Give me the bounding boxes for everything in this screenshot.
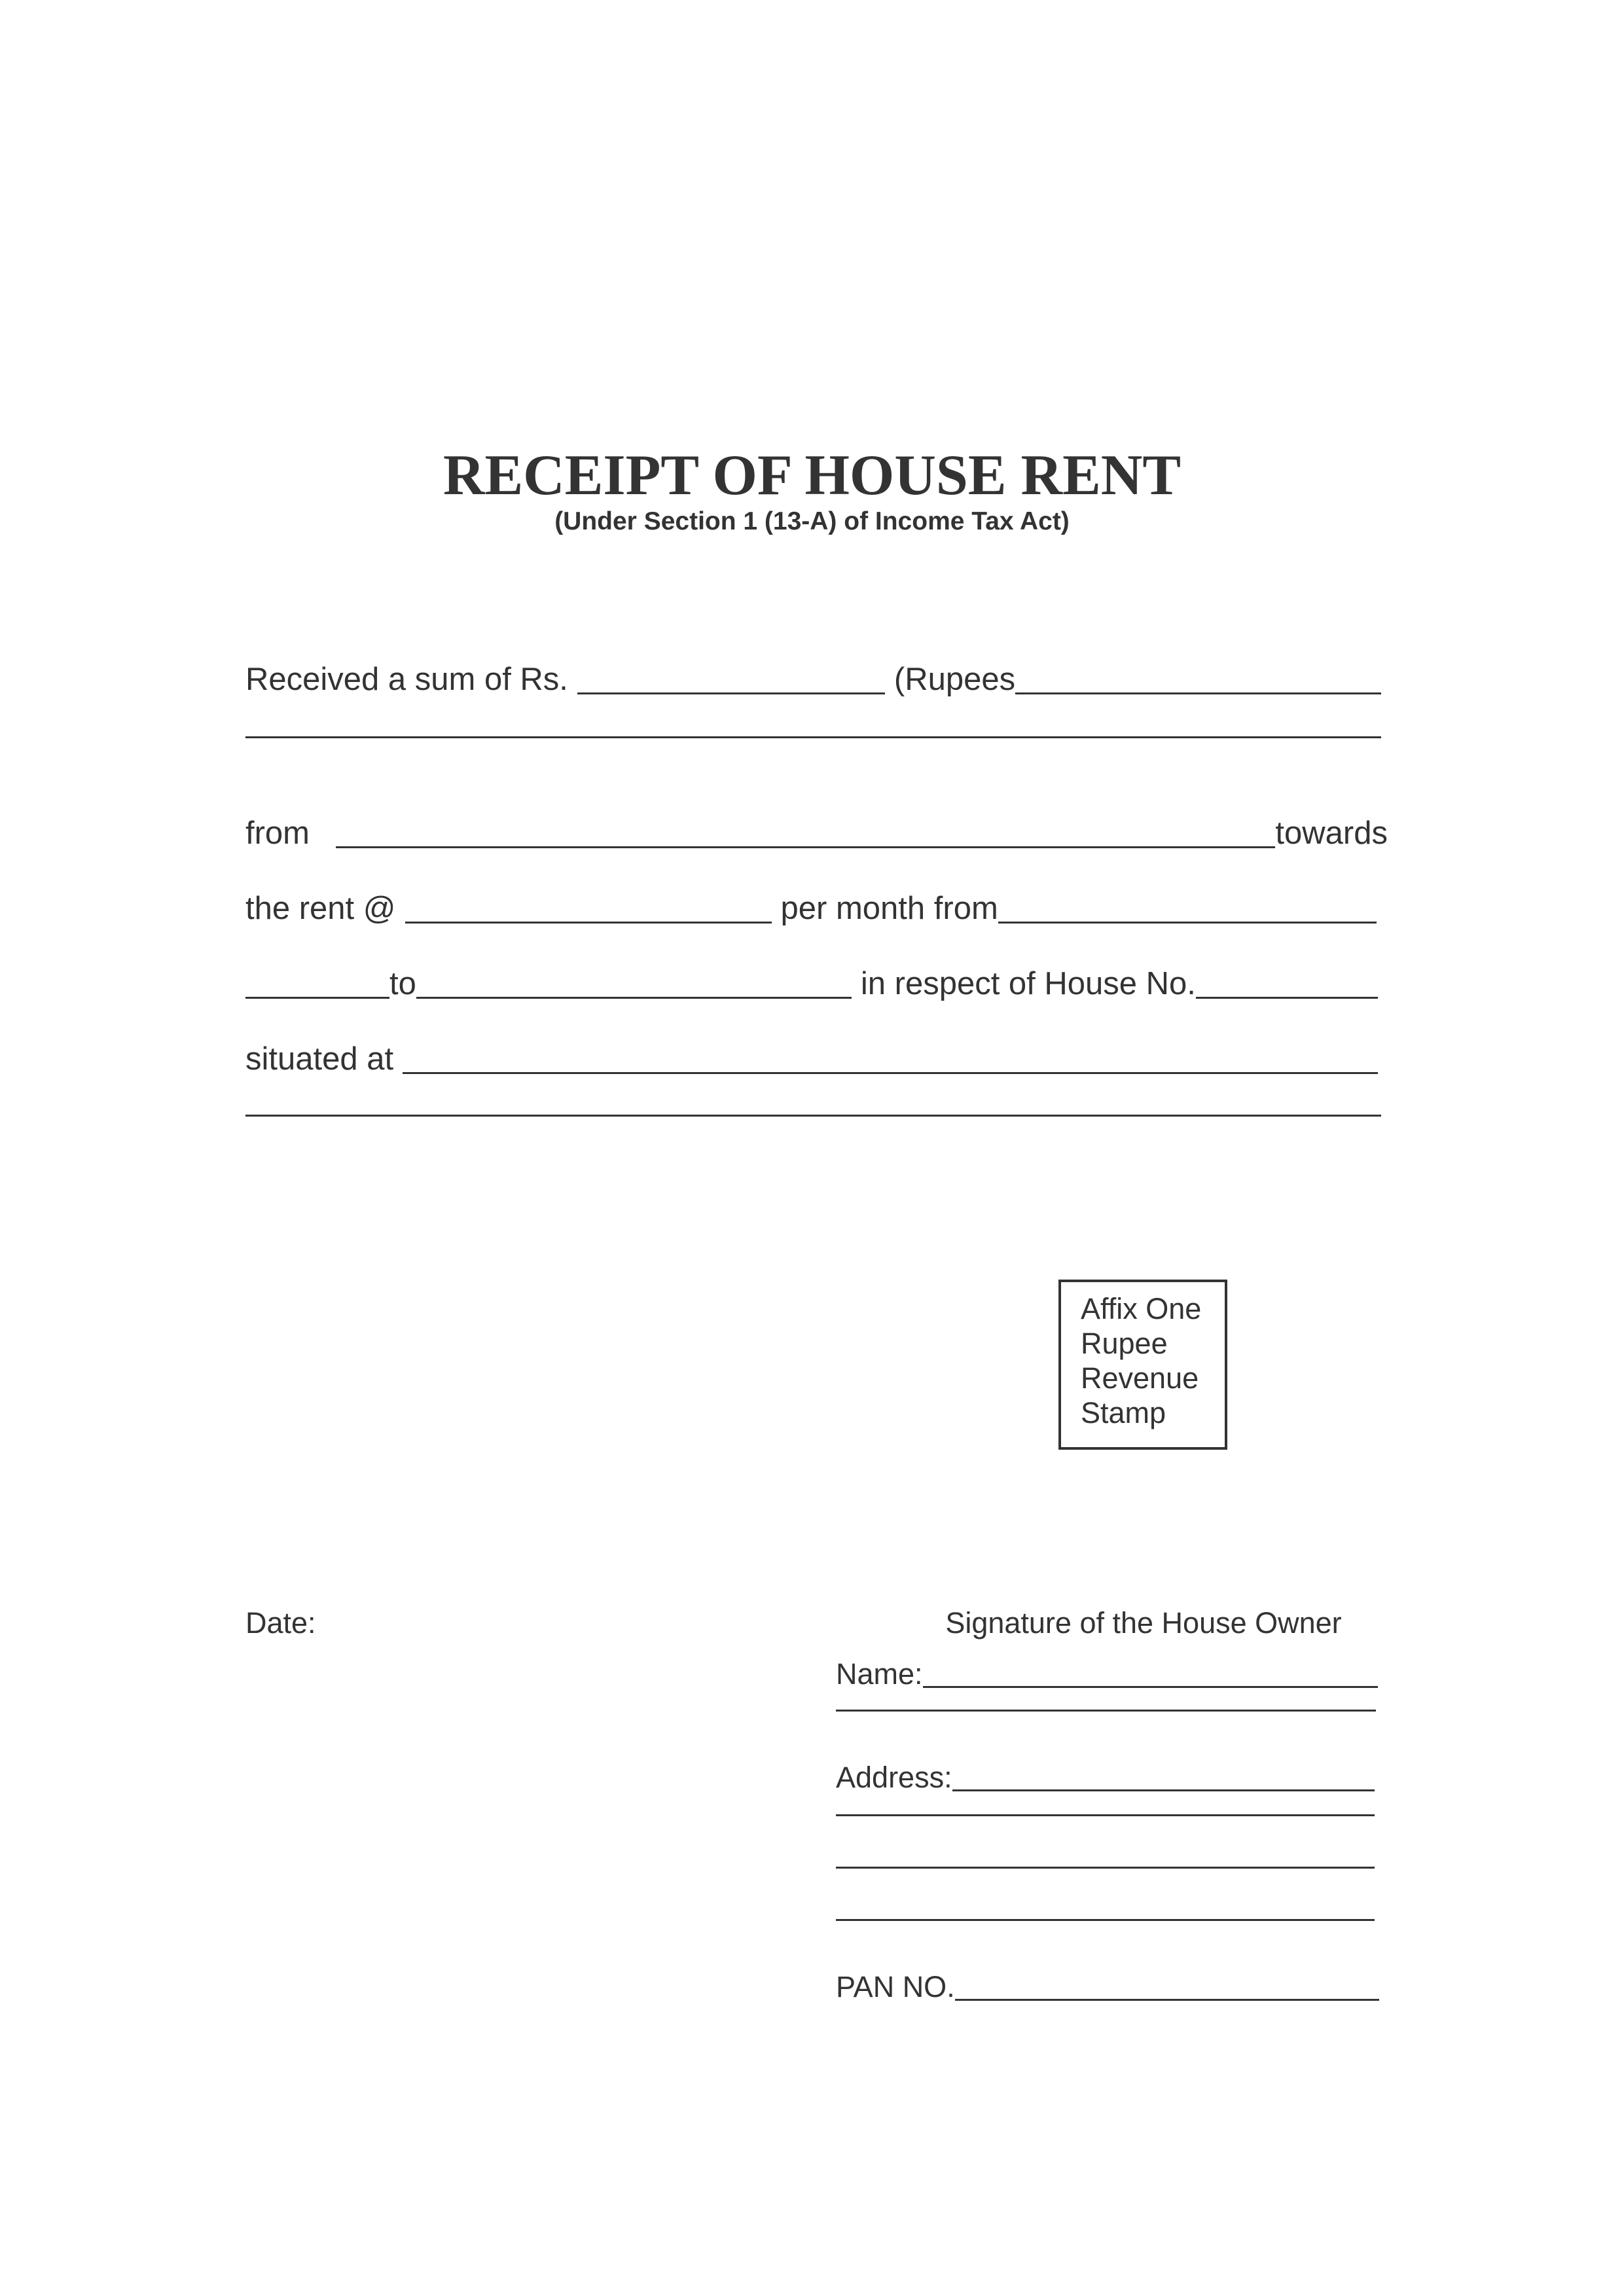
owner-address-line: [836, 1759, 1375, 1796]
owner-address-continuation-line: [836, 1867, 1375, 1873]
owner-address-continued-field[interactable]: [836, 1919, 1375, 1921]
amount-field[interactable]: [577, 692, 885, 694]
period-start-continued-field[interactable]: [245, 997, 389, 999]
name-label: Name:: [836, 1657, 923, 1691]
address-label: Address:: [836, 1761, 952, 1794]
owner-address-continued-field[interactable]: [836, 1867, 1375, 1869]
rent-label: the rent @: [245, 891, 396, 926]
from-label: from: [245, 816, 310, 851]
period-line: [245, 964, 1378, 1003]
signature-label: Signature of the House Owner: [945, 1606, 1342, 1640]
period-end-field[interactable]: [416, 997, 852, 999]
situated-label: situated at: [245, 1041, 394, 1077]
rupees-in-words-continued-field[interactable]: [245, 736, 1381, 738]
house-no-label: in respect of House No.: [860, 966, 1196, 1001]
property-address-field[interactable]: [403, 1072, 1378, 1074]
to-label: to: [389, 966, 416, 1001]
pan-number-field[interactable]: [955, 1999, 1379, 2001]
rupees-in-words-field[interactable]: [1015, 692, 1381, 694]
stamp-text-line: Revenue: [1081, 1361, 1199, 1395]
revenue-stamp-box: [1058, 1280, 1227, 1450]
owner-address-continued-field[interactable]: [836, 1814, 1375, 1816]
stamp-text-line: Rupee: [1081, 1327, 1168, 1360]
rent-line: [245, 889, 1377, 928]
owner-name-continuation-line: [836, 1710, 1376, 1716]
owner-address-field[interactable]: [952, 1789, 1375, 1791]
property-address-continued-field[interactable]: [245, 1115, 1381, 1117]
stamp-text-line: Affix One: [1081, 1292, 1202, 1325]
received-sum-label: Received a sum of Rs.: [245, 662, 568, 697]
rupees-continuation-line: [245, 736, 1381, 743]
rupees-label: (Rupees: [893, 662, 1016, 697]
from-line: [245, 814, 1388, 853]
towards-label: towards: [1275, 816, 1388, 851]
stamp-text-line: Stamp: [1081, 1396, 1166, 1429]
period-start-field[interactable]: [998, 922, 1377, 924]
owner-address-continuation-line: [836, 1814, 1375, 1821]
pan-label: PAN NO.: [836, 1970, 955, 2003]
house-number-field[interactable]: [1196, 997, 1378, 999]
owner-address-continuation-line: [836, 1919, 1375, 1926]
rent-amount-field[interactable]: [405, 922, 772, 924]
owner-name-field[interactable]: [923, 1686, 1378, 1688]
pan-line: [836, 1969, 1379, 2005]
per-month-from-label: per month from: [780, 891, 998, 926]
receipt-title: RECEIPT OF HOUSE RENT: [442, 444, 1182, 507]
owner-name-line: [836, 1656, 1378, 1693]
receipt-subtitle: (Under Section 1 (13-A) of Income Tax Act): [554, 507, 1070, 535]
address-continuation-line: [245, 1115, 1381, 1121]
received-sum-line: [245, 660, 1381, 699]
owner-name-continued-field[interactable]: [836, 1710, 1376, 1712]
date-label: Date:: [245, 1606, 316, 1640]
tenant-name-field[interactable]: [336, 846, 1275, 848]
situated-line: [245, 1039, 1378, 1079]
